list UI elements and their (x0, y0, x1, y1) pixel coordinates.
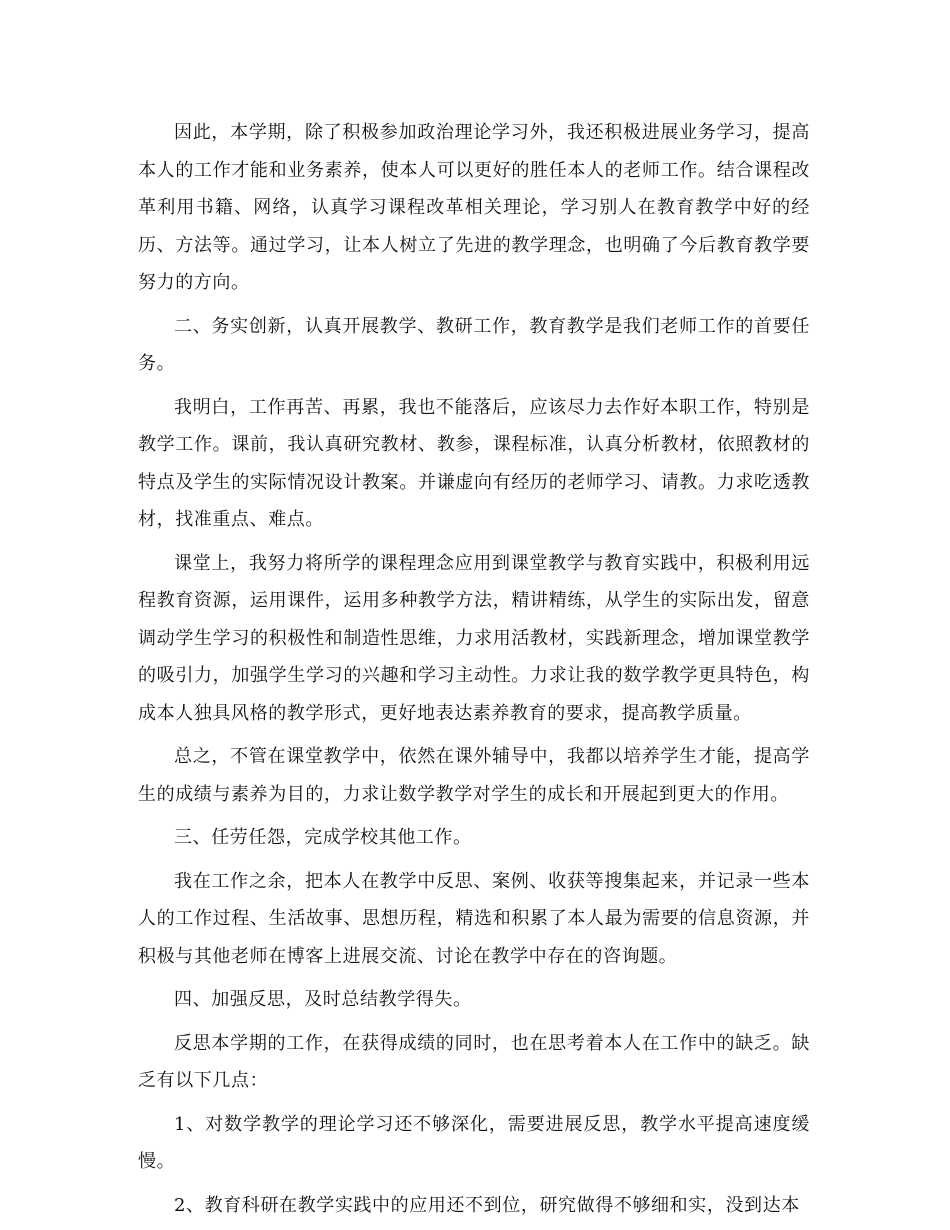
paragraph: 因此，本学期，除了积极参加政治理论学习外，我还积极进展业务学习，提高本人的工作才能和业务素养，使本人可以更好的胜任本人的老师工作。结合课程改革利用书籍、网络，认真学习课程改革相关理论，学习别人在教育教学中好的经历、方法等。通过学习，让本人树立了先进的教学理念，也明确了今后教育教学要努力的方向。 (138, 122, 810, 293)
list-item: 2、教育科研在教学实践中的应用还不到位，研究做得不够细和实，没到达本 (174, 1194, 800, 1216)
paragraph: 我在工作之余，把本人在教学中反思、案例、收获等搜集起来，并记录一些本人的工作过程、生活故事、思想历程，精选和积累了本人最为需要的信息资源，并积极与其他老师在博客上进展交流、讨论在教学中存在的咨询题。 (138, 870, 810, 967)
section-heading: 二、务实创新，认真开展教学、教研工作，教育教学是我们老师工作的首要任务。 (138, 315, 810, 374)
paragraph: 总之，不管在课堂教学中，依然在课外辅导中，我都以培养学生才能，提高学生的成绩与素养为目的，力求让数学教学对学生的成长和开展起到更大的作用。 (138, 746, 810, 805)
paragraph: 我明白，工作再苦、再累，我也不能落后，应该尽力去作好本职工作，特别是教学工作。课前，我认真研究教材、教参，课程标准，认真分析教材，依照教材的特点及学生的实际情况设计教案。并谦虚向有经历的老师学习、请教。力求吃透教材，找准重点、难点。 (138, 396, 810, 530)
paragraph: 课堂上，我努力将所学的课程理念应用到课堂教学与教育实践中，积极利用远程教育资源，运用课件，运用多种教学方法，精讲精练，从学生的实际出发，留意调动学生学习的积极性和制造性思维，力求用活教材，实践新理念，增加课堂教学的吸引力，加强学生学习的兴趣和学习主动性。力求让我的数学教学更具特色，构成本人独具风格的教学形式，更好地表达素养教育的要求，提高教学质量。 (138, 552, 810, 724)
section-heading: 四、加强反思，及时总结教学得失。 (174, 989, 472, 1010)
paragraph: 反思本学期的工作，在获得成绩的同时，也在思考着本人在工作中的缺乏。缺乏有以下几点： (138, 1032, 810, 1091)
section-heading: 三、任劳任怨，完成学校其他工作。 (174, 827, 472, 848)
list-item: 1、对数学教学的理论学习还不够深化，需要进展反思，教学水平提高速度缓慢。 (138, 1113, 810, 1172)
